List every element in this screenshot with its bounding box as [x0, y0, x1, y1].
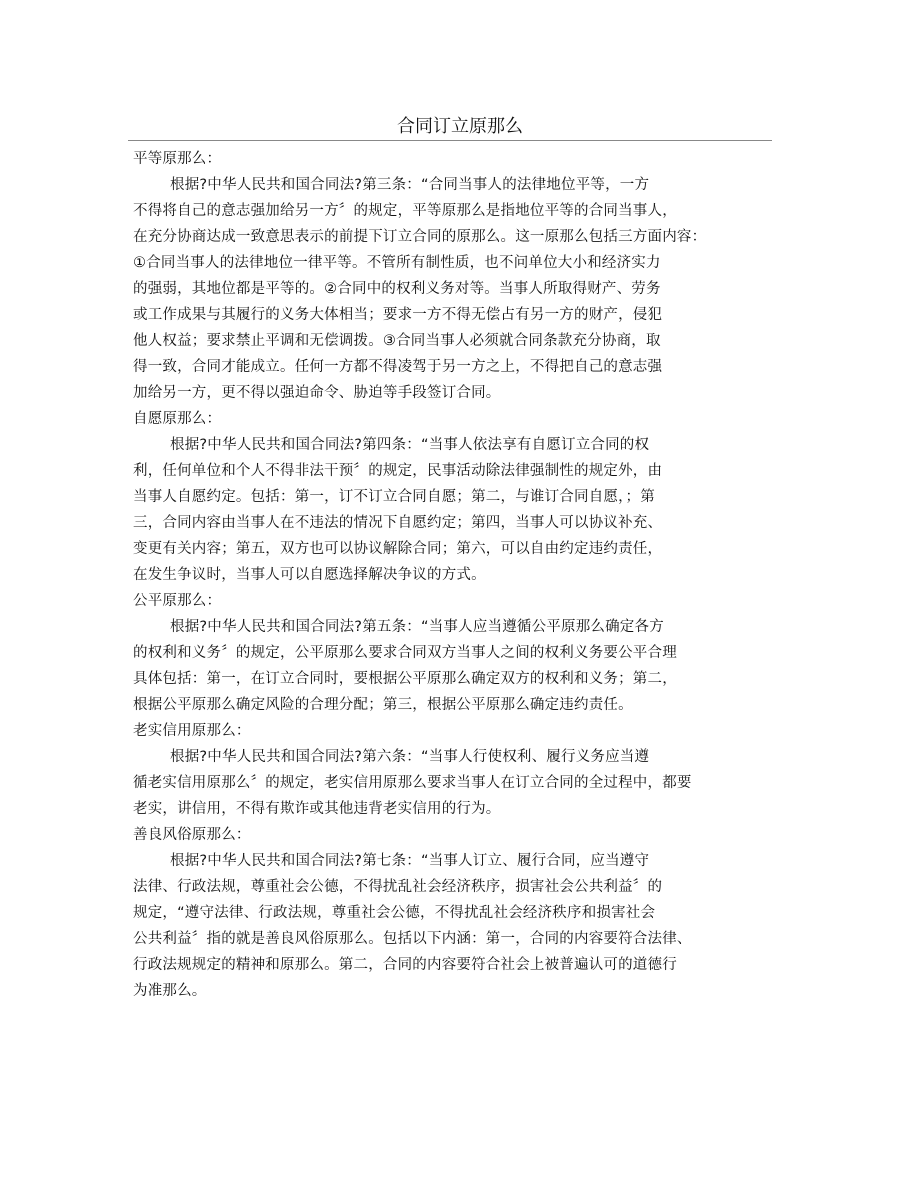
paragraph-line: 根据?中华人民共和国合同法?第五条：“当事人应当遵循公平原那么确定各方: [170, 619, 664, 635]
title-underline: [128, 140, 772, 141]
paragraph-line: 得一致，合同才能成立。任何一方都不得凌驾于另一方之上，不得把自己的意志强: [133, 359, 663, 375]
paragraph-line: ①合同当事人的法律地位一律平等。不管所有制性质，也不问单位大小和经济实力: [133, 255, 661, 271]
section-heading-fairness: 公平原那么：: [133, 593, 222, 609]
paragraph-line: 不得将自己的意志强加给另一方〞的规定，平等原那么是指地位平等的合同当事人，: [133, 203, 677, 219]
paragraph-line: 公共利益〞指的就是善良风俗原那么。包括以下内涵：第一，合同的内容要符合法律、: [133, 931, 692, 947]
paragraph-line: 根据?中华人民共和国合同法?第四条：“当事人依法享有自愿订立合同的权: [170, 437, 650, 453]
paragraph-line: 具体包括：第一，在订立合同时，要根据公平原那么确定双方的权利和义务；第二，: [133, 671, 677, 687]
paragraph-line: 在充分协商达成一致意思表示的前提下订立合同的原那么。这一原那么包括三方面内容：: [133, 229, 707, 245]
paragraph-line: 老实，讲信用，不得有欺诈或其他违背老实信用的行为。: [133, 801, 501, 817]
paragraph-line: 行政法规规定的精神和原那么。第二，合同的内容要符合社会上被普遍认可的道德行: [133, 957, 677, 973]
paragraph-line: 他人权益；要求禁止平调和无偿调拨。③合同当事人必须就合同条款充分协商，取: [133, 333, 661, 349]
paragraph-line: 变更有关内容；第五，双方也可以协议解除合同；第六，可以自由约定违约责任，: [133, 541, 663, 557]
paragraph-line: 利，任何单位和个人不得非法干预〞的规定，民事活动除法律强制性的规定外，由: [133, 463, 663, 479]
section-heading-equality: 平等原那么：: [133, 151, 222, 167]
paragraph-line: 的强弱，其地位都是平等的。②合同中的权利义务对等。当事人所取得财产、劳务: [133, 281, 661, 297]
paragraph-line: 根据?中华人民共和国合同法?第六条：“当事人行使权利、履行义务应当遵: [170, 749, 650, 765]
paragraph-line: 规定，“遵守法律、行政法规，尊重社会公德，不得扰乱社会经济秩序和损害社会: [133, 905, 656, 921]
paragraph-line: 加给另一方，更不得以强迫命令、胁迫等手段签订合同。: [133, 385, 501, 401]
paragraph-line: 或工作成果与其履行的义务大体相当；要求一方不得无偿占有另一方的财产，侵犯: [133, 307, 663, 323]
paragraph-line: 当事人自愿约定。包括：第一，订不订立合同自愿；第二，与谁订合同自愿，；第: [133, 489, 655, 505]
paragraph-line: 根据公平原那么确定风险的合理分配；第三，根据公平原那么确定违约责任。: [133, 697, 633, 713]
document-title: 合同订立原那么: [397, 116, 523, 137]
section-heading-voluntariness: 自愿原那么：: [133, 411, 222, 427]
paragraph-line: 根据?中华人民共和国合同法?第七条：“当事人订立、履行合同，应当遵守: [170, 853, 650, 869]
paragraph-line: 为准那么。: [133, 983, 207, 999]
paragraph-line: 三，合同内容由当事人在不违法的情况下自愿约定；第四，当事人可以协议补充、: [133, 515, 663, 531]
paragraph-line: 在发生争议时，当事人可以自愿选择解决争议的方式。: [133, 567, 486, 583]
paragraph-line: 根据?中华人民共和国合同法?第三条：“合同当事人的法律地位平等，一方: [170, 177, 650, 193]
section-heading-public-order: 善良风俗原那么：: [133, 827, 251, 843]
section-heading-good-faith: 老实信用原那么：: [133, 723, 251, 739]
paragraph-line: 循老实信用原那么〞的规定，老实信用原那么要求当事人在订立合同的全过程中，都要: [133, 775, 692, 791]
paragraph-line: 法律、行政法规，尊重社会公德，不得扰乱社会经济秩序，损害社会公共利益〞的: [133, 879, 663, 895]
paragraph-line: 的权利和义务〞的规定，公平原那么要求合同双方当事人之间的权利义务要公平合理: [133, 645, 677, 661]
